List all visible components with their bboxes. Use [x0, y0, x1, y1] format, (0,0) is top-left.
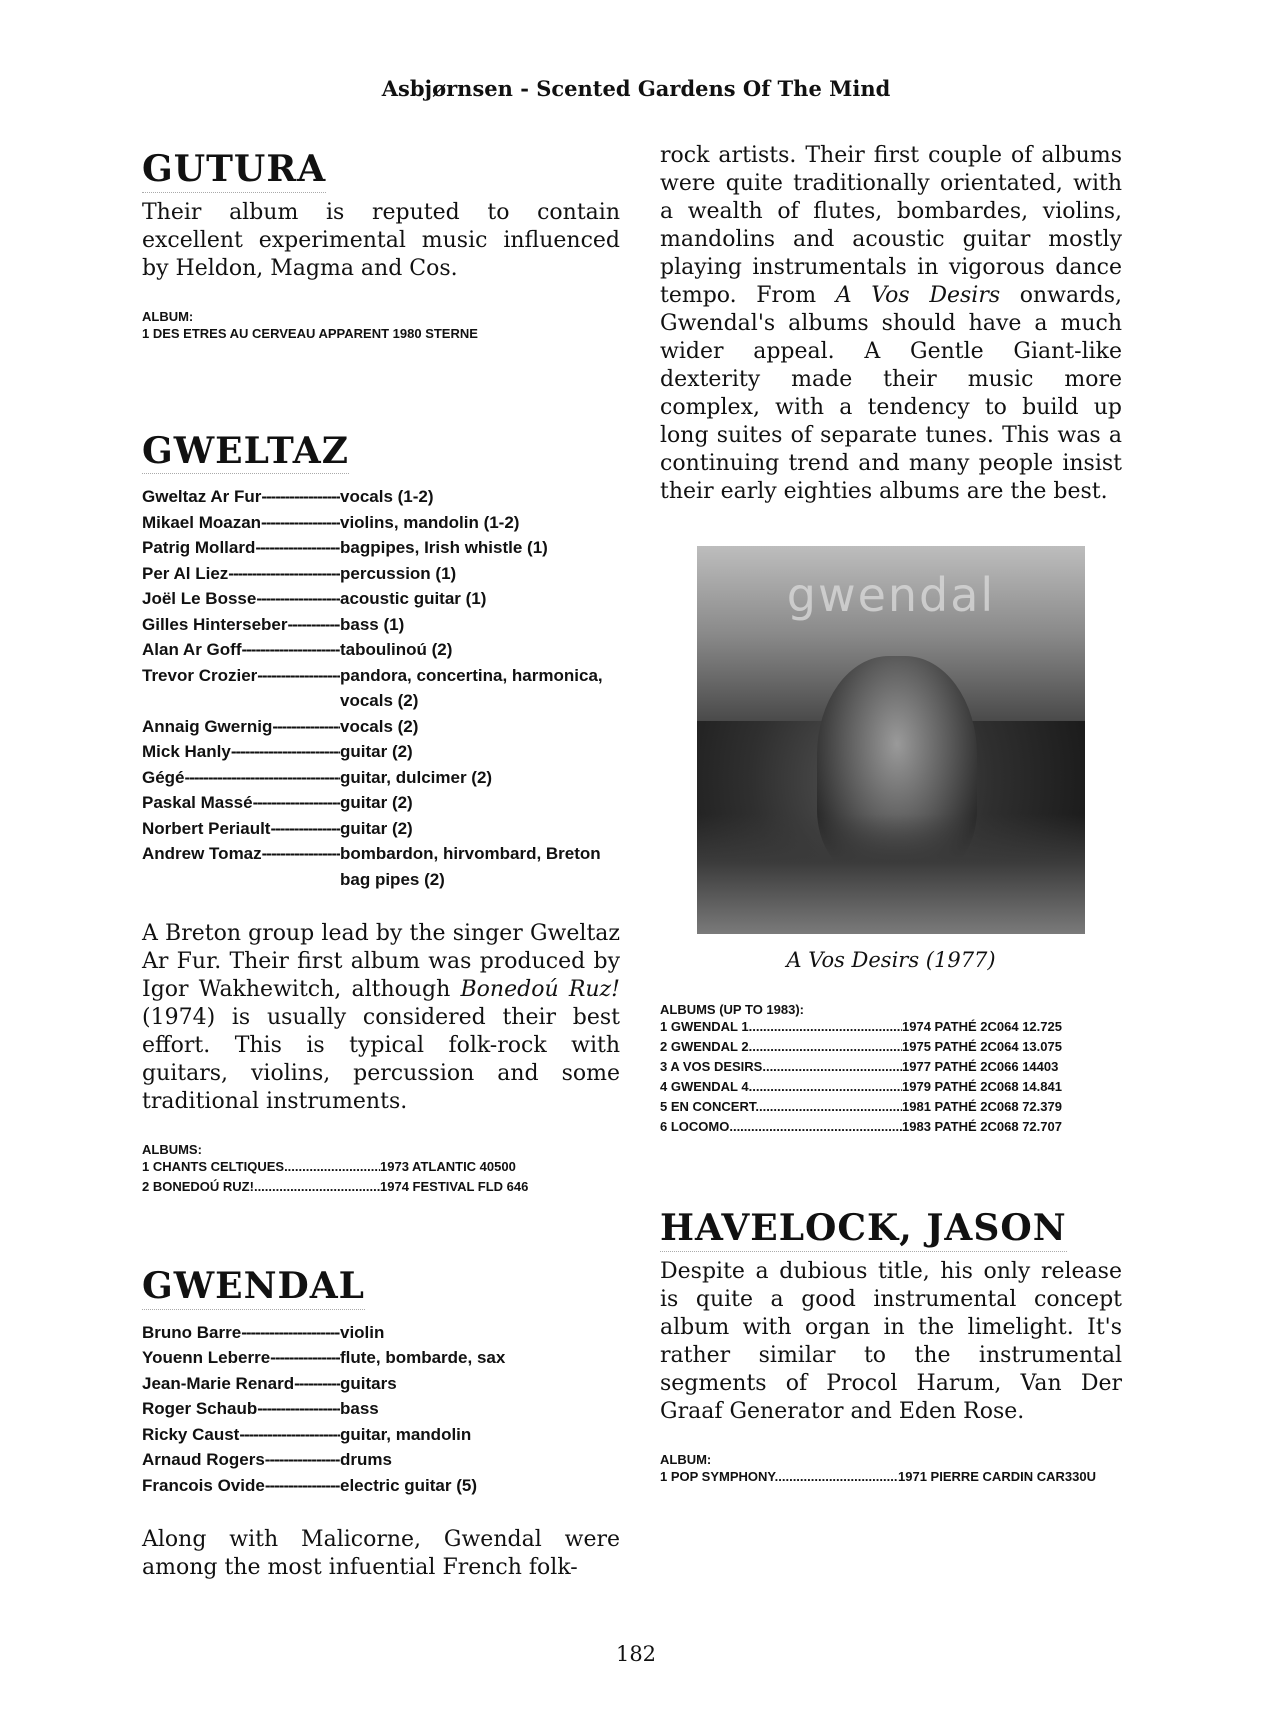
- lineup-member: [142, 841, 620, 892]
- member-role: bass (1): [340, 614, 405, 634]
- lineup-member: [142, 1371, 620, 1397]
- entry-havelock-jason: [660, 1209, 1122, 1487]
- album-title: 2 GWENDAL 2 .....: [660, 1037, 902, 1057]
- member-name: Per Al Liez -----: [142, 561, 340, 587]
- album-detail: 1983 PATHÉ 2C068 72.707: [902, 1119, 1062, 1134]
- member-name: Norbert Periault -----: [142, 816, 340, 842]
- entry-text: Despite a dubious title, his only release is quite a good instrumental concept album with organ in the limelight. It's rather similar to the instrumental segments of Procol Harum, Van Der Graaf Generator and Eden Rose.: [660, 1258, 1122, 1424]
- lineup-member: [142, 739, 620, 765]
- member-name: Joël Le Bosse -----: [142, 586, 340, 612]
- lineup-member: [142, 637, 620, 663]
- entry-title: GWENDAL: [142, 1267, 365, 1310]
- album-detail: 1971 PIERRE CARDIN CAR330U: [898, 1468, 1096, 1484]
- album-cover-image: [697, 546, 1085, 934]
- lineup-member: [142, 586, 620, 612]
- member-role: taboulinoú (2): [340, 640, 453, 660]
- member-role: guitars: [340, 1373, 397, 1393]
- album-title: 3 A VOS DESIRS .....: [660, 1057, 902, 1077]
- entry-gweltaz: [142, 429, 620, 1198]
- member-name: Youenn Leberre -----: [142, 1345, 340, 1371]
- discography: [660, 1467, 1122, 1487]
- member-role: bombardon, hirvombard, Breton bag pipes (2): [340, 844, 601, 889]
- lineup-member: [142, 714, 620, 740]
- album-label: ALBUM:: [660, 1451, 712, 1467]
- album-detail: 1974 FESTIVAL FLD 646: [380, 1179, 529, 1195]
- lineup-member: [142, 535, 620, 561]
- member-role: flute, bombarde, sax: [340, 1348, 506, 1368]
- entry-text: [142, 920, 620, 1116]
- discography: [660, 1017, 1070, 1137]
- discography: [142, 1157, 542, 1197]
- album-title: 1 CHANTS CELTIQUES .....: [142, 1157, 380, 1177]
- cover-logo: gwendal: [786, 568, 996, 622]
- lineup-member: [142, 1447, 620, 1473]
- member-role: pandora, concertina, harmonica, vocals (2): [340, 665, 603, 711]
- lineup-member: [142, 612, 620, 638]
- album-detail: 1981 PATHÉ 2C068 72.379: [902, 1099, 1062, 1114]
- member-role: guitar (2): [340, 818, 413, 838]
- lineup-member: [142, 510, 620, 536]
- discography-row: [142, 1157, 542, 1177]
- album-detail: 1977 PATHÉ 2C066 14403: [902, 1059, 1059, 1074]
- discography-row: [660, 1037, 1070, 1057]
- album-title: 2 BONEDOÚ RUZ! .....: [142, 1177, 380, 1197]
- member-name: Gégé -----: [142, 765, 340, 791]
- discography-row: [660, 1467, 1122, 1487]
- discography-row: [142, 1177, 542, 1197]
- member-role: vocals (2): [340, 716, 419, 736]
- member-name: Ricky Caust -----: [142, 1422, 340, 1448]
- cover-rocks: [697, 814, 1085, 934]
- member-role: guitar, mandolin: [340, 1424, 472, 1444]
- text-segment: (1974) is usually considered their best effort. This is typical folk-rock with guitars, violins, percussion and some traditional instruments.: [142, 1005, 620, 1115]
- member-role: bagpipes, Irish whistle (1): [340, 538, 548, 558]
- member-role: guitar, dulcimer (2): [340, 767, 493, 787]
- album-detail: 1973 ATLANTIC 40500: [380, 1159, 516, 1175]
- discography-row: [660, 1097, 1070, 1117]
- lineup-member: [142, 561, 620, 587]
- album-line: 1 DES ETRES AU CERVEAU APPARENT 1980 STERNE: [142, 325, 478, 341]
- member-role: drums: [340, 1450, 392, 1470]
- running-head: Asbjørnsen - Scented Gardens Of The Mind: [381, 76, 891, 101]
- entry-title: HAVELOCK, JASON: [660, 1209, 1067, 1252]
- album-cover-caption: A Vos Desirs (1977): [786, 948, 996, 972]
- member-name: Trevor Crozier -----: [142, 663, 340, 714]
- entry-gwendal: [142, 1267, 620, 1582]
- album-title: 5 EN CONCERT .....: [660, 1097, 902, 1117]
- album-detail: 1974 PATHÉ 2C064 12.725: [902, 1019, 1062, 1034]
- member-name: Annaig Gwernig -----: [142, 714, 340, 740]
- lineup-member: [142, 1345, 620, 1371]
- entry-gutura: [142, 150, 620, 344]
- lineup-member: [142, 1320, 620, 1346]
- album-label: ALBUMS (UP TO 1983):: [660, 1002, 804, 1017]
- member-name: Paskal Massé -----: [142, 790, 340, 816]
- entry-text-continuation: [660, 142, 1122, 506]
- discography-row: [660, 1077, 1070, 1097]
- album-title: 1 GWENDAL 1 .....: [660, 1017, 902, 1037]
- lineup-member: [142, 790, 620, 816]
- album-title-italic: Bonedoú Ruz!: [460, 977, 620, 1003]
- member-role: acoustic guitar (1): [340, 589, 487, 609]
- lineup-member: [142, 1396, 620, 1422]
- discography-row: [660, 1117, 1070, 1137]
- entry-title: GUTURA: [142, 150, 326, 193]
- album-cover-figure: [660, 546, 1122, 972]
- member-name: Patrig Mollard -----: [142, 535, 340, 561]
- lineup-member: [142, 663, 620, 714]
- member-name: Mick Hanly -----: [142, 739, 340, 765]
- member-name: Jean-Marie Renard -----: [142, 1371, 340, 1397]
- album-title: 6 LOCOMO .....: [660, 1117, 902, 1137]
- member-role: percussion (1): [340, 563, 457, 583]
- discography-row: [660, 1017, 1070, 1037]
- member-name: Gilles Hinterseber -----: [142, 612, 340, 638]
- entry-title: GWELTAZ: [142, 432, 349, 475]
- album-title: 4 GWENDAL 4 .....: [660, 1077, 902, 1097]
- member-role: violin: [340, 1322, 385, 1342]
- lineup-list: [142, 1320, 620, 1499]
- lineup-member: [142, 1422, 620, 1448]
- album-title: 1 POP SYMPHONY .....: [660, 1467, 898, 1487]
- left-column: [142, 150, 620, 1582]
- text-segment: rock artists. Their first couple of albums were quite traditionally orientated, with a wealth of flutes, bombardes, violins, mandolins and acoustic guitar mostly playing instrumentals in vigorous dance tempo. From: [660, 143, 1122, 308]
- album-label: ALBUM:: [142, 308, 194, 324]
- text-segment: A Breton group lead by the singer Gweltaz Ar Fur. Their first album was produced by Igor Wakhewitch, although: [142, 921, 620, 1003]
- member-role: bass: [340, 1399, 379, 1419]
- member-name: Andrew Tomaz -----: [142, 841, 340, 892]
- member-role: violins, mandolin (1-2): [340, 512, 520, 532]
- lineup-member: [142, 484, 620, 510]
- page-number: 182: [615, 1642, 657, 1666]
- text-segment: onwards, Gwendal's albums should have a much wider appeal. A Gentle Giant-like dexterity made their music more complex, with a tendency to build up long suites of separate tunes. This was a continuing trend and many people insist their early eighties albums are the best.: [660, 283, 1122, 504]
- discography-row: [660, 1057, 1070, 1077]
- album-detail: 1979 PATHÉ 2C068 14.841: [902, 1079, 1062, 1094]
- member-name: Bruno Barre -----: [142, 1320, 340, 1346]
- album-title-italic: A Vos Desirs: [835, 283, 1001, 308]
- lineup-member: [142, 765, 620, 791]
- member-name: Arnaud Rogers -----: [142, 1447, 340, 1473]
- member-role: guitar (2): [340, 742, 413, 762]
- entry-text-continued: Along with Malicorne, Gwendal were among the most infuential French folk-: [142, 1527, 620, 1581]
- album-label: ALBUMS:: [142, 1142, 202, 1158]
- album-detail: 1975 PATHÉ 2C064 13.075: [902, 1039, 1062, 1054]
- lineup-member: [142, 816, 620, 842]
- lineup-list: [142, 484, 620, 892]
- member-name: Alan Ar Goff -----: [142, 637, 340, 663]
- lineup-member: [142, 1473, 620, 1499]
- member-name: Gweltaz Ar Fur -----: [142, 484, 340, 510]
- member-role: electric guitar (5): [340, 1475, 477, 1495]
- member-name: Francois Ovide -----: [142, 1473, 340, 1499]
- entry-text: Their album is reputed to contain excellent experimental music influenced by Heldon, Magma and Cos.: [142, 199, 620, 281]
- member-role: guitar (2): [340, 793, 413, 813]
- member-role: vocals (1-2): [340, 487, 434, 507]
- member-name: Roger Schaub -----: [142, 1396, 340, 1422]
- member-name: Mikael Moazan -----: [142, 510, 340, 536]
- right-column: [660, 142, 1122, 1487]
